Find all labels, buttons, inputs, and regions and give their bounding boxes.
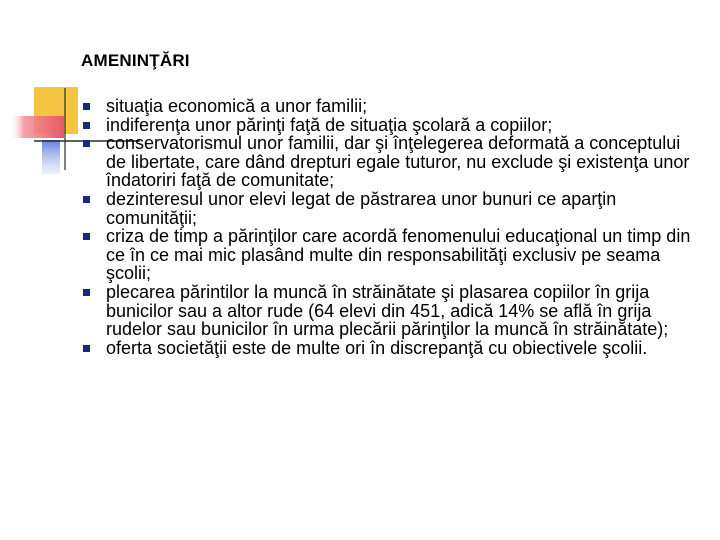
list-item-text: conservatorismul unor familii, dar şi înţelegerea deformată a conceptului de libertate, care dând drepturi egale tuturor, nu exclude şi existenţa unor îndatoriri faţă de comunitate;: [106, 133, 690, 191]
square-bullet-icon: [83, 289, 90, 296]
list-item: [83, 134, 693, 190]
list-item-text: criza de timp a părinţilor care acordă fenomenului educaţional un timp din ce în ce mai mic plasând multe din responsabilităţi exclusiv pe seama şcolii;: [106, 226, 691, 284]
list-item: [83, 339, 693, 358]
blue-bar-shape: [42, 140, 60, 174]
list-item: [83, 190, 693, 227]
slide-title: AMENINŢĂRI: [81, 51, 190, 70]
list-item-text: plecarea părintilor la muncă în străinătate şi plasarea copiilor în grija bunicilor sau a altor rude (64 elevi din 451, adică 14% se află în grija rudelor sau bunicilor în urma plecării părinţilor la muncă în străinătate);: [106, 281, 669, 340]
list-item-text: oferta societăţii este de multe ori în discrepanţă cu obiectivele şcolii.: [106, 337, 648, 358]
square-bullet-icon: [83, 196, 90, 203]
square-bullet-icon: [83, 233, 90, 240]
square-bullet-icon: [83, 122, 90, 129]
list-item: [83, 116, 693, 135]
list-item: [83, 97, 693, 116]
list-item: [83, 283, 693, 339]
list-item-text: indiferenţa unor părinţi faţă de situaţia şcolară a copiilor;: [106, 114, 553, 135]
yellow-square-shape: [34, 87, 78, 134]
square-bullet-icon: [83, 345, 90, 352]
list-item: [83, 227, 693, 283]
list-item-text: dezinteresul unor elevi legat de păstrarea unor bunuri ce aparţin comunităţii;: [106, 188, 617, 228]
list-item-text: situaţia economică a unor familii;: [106, 96, 368, 116]
square-bullet-icon: [83, 140, 90, 147]
threats-list: [83, 97, 693, 357]
square-bullet-icon: [83, 103, 90, 110]
red-bar-shape: [10, 116, 64, 138]
